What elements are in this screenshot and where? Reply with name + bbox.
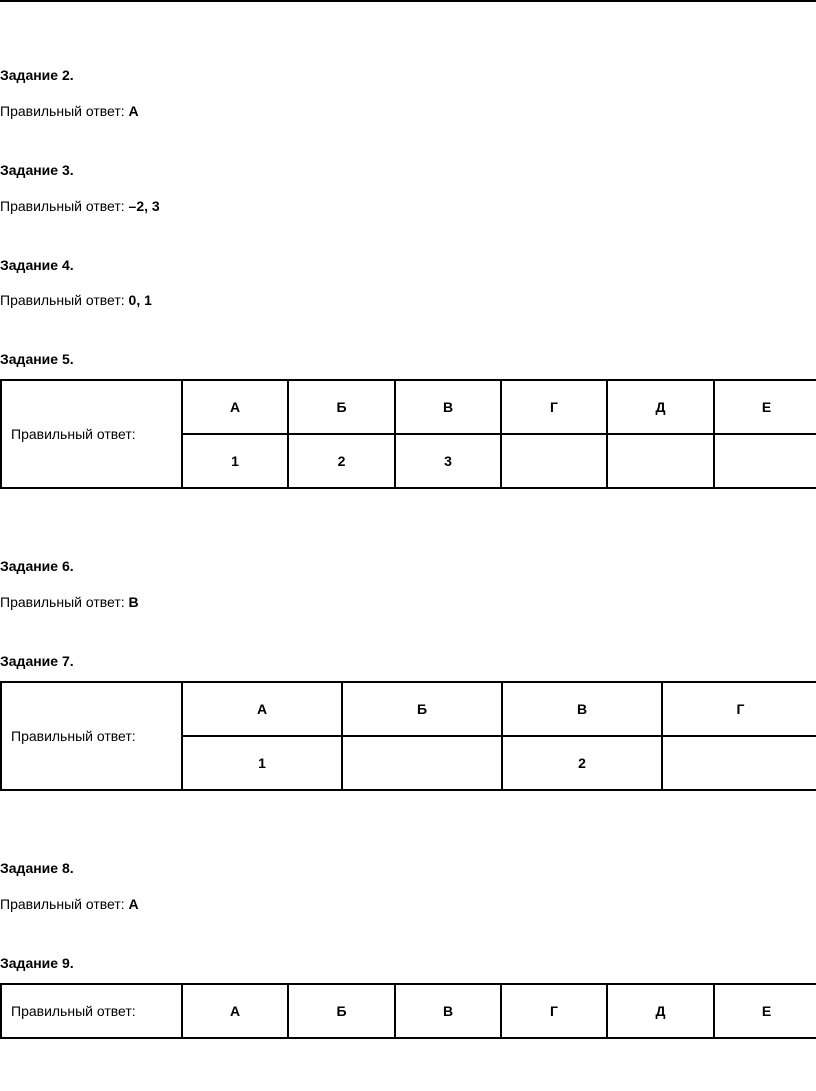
value-cell: 3 bbox=[395, 434, 501, 488]
task-6-heading: Задание 6. bbox=[0, 558, 74, 574]
answer-label: Правильный ответ: bbox=[0, 292, 125, 308]
answer-label: Правильный ответ: bbox=[0, 594, 125, 610]
task-2-answer bbox=[0, 102, 139, 120]
header-cell: А bbox=[182, 682, 342, 736]
answer-label: Правильный ответ: bbox=[0, 103, 125, 119]
value-cell bbox=[662, 736, 816, 790]
header-cell: Г bbox=[662, 682, 816, 736]
header-cell: Б bbox=[342, 682, 502, 736]
answer-value: –2, 3 bbox=[128, 198, 160, 214]
task-5-heading: Задание 5. bbox=[0, 351, 74, 367]
task-8-heading: Задание 8. bbox=[0, 860, 74, 876]
header-cell: В bbox=[395, 984, 501, 1038]
header-cell: В bbox=[395, 380, 501, 434]
top-rule bbox=[0, 0, 816, 2]
answer-value: В bbox=[128, 594, 139, 610]
header-cell: Б bbox=[288, 984, 395, 1038]
answer-value: А bbox=[128, 103, 139, 119]
answer-label-cell: Правильный ответ: bbox=[1, 682, 182, 790]
task-9-heading: Задание 9. bbox=[0, 955, 74, 971]
value-cell bbox=[714, 434, 816, 488]
task-6-answer bbox=[0, 593, 139, 611]
header-cell: А bbox=[182, 984, 288, 1038]
answer-value: 0, 1 bbox=[128, 292, 152, 308]
task-4-answer bbox=[0, 291, 152, 309]
header-cell: Д bbox=[607, 984, 714, 1038]
answer-label: Правильный ответ: bbox=[0, 896, 125, 912]
task-7-answer-table bbox=[0, 681, 816, 791]
answer-value: А bbox=[128, 896, 139, 912]
answer-label-cell: Правильный ответ: bbox=[1, 380, 182, 488]
header-cell: Г bbox=[501, 984, 607, 1038]
value-cell bbox=[342, 736, 502, 790]
header-cell: Д bbox=[607, 380, 714, 434]
task-5-answer-table bbox=[0, 379, 816, 489]
value-cell bbox=[607, 434, 714, 488]
value-cell: 1 bbox=[182, 736, 342, 790]
value-cell: 2 bbox=[288, 434, 395, 488]
header-cell: А bbox=[182, 380, 288, 434]
header-cell: Г bbox=[501, 380, 607, 434]
task-4-heading: Задание 4. bbox=[0, 257, 74, 273]
value-cell bbox=[501, 434, 607, 488]
header-cell: Е bbox=[714, 984, 816, 1038]
header-cell: Б bbox=[288, 380, 395, 434]
header-cell: В bbox=[502, 682, 662, 736]
task-3-answer bbox=[0, 197, 160, 215]
value-cell: 1 bbox=[182, 434, 288, 488]
task-3-heading: Задание 3. bbox=[0, 162, 74, 178]
header-cell: Е bbox=[714, 380, 816, 434]
task-2-heading: Задание 2. bbox=[0, 67, 74, 83]
task-7-heading: Задание 7. bbox=[0, 653, 74, 669]
task-8-answer bbox=[0, 895, 139, 913]
task-9-answer-table bbox=[0, 983, 816, 1039]
answer-label: Правильный ответ: bbox=[0, 198, 125, 214]
answer-label-cell: Правильный ответ: bbox=[1, 984, 182, 1038]
value-cell: 2 bbox=[502, 736, 662, 790]
